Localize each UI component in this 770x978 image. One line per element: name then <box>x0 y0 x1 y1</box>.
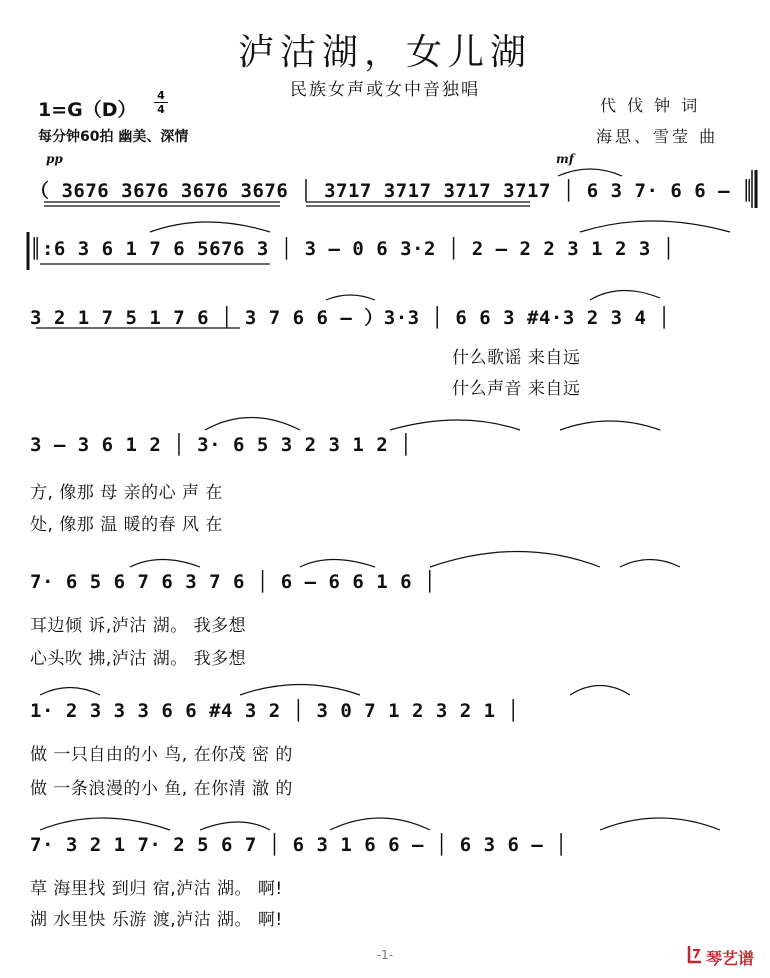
system-2-notes: ║:6 3 6 1 7 6 5676 3 │ 3 – 0 6 3·2 │ 2 – 2 2 3 1 2 3 │ <box>30 238 675 260</box>
system-6-notes: 1· 2 3 3 3 6 6 #4 3 2 │ 3 0 7 1 2 3 2 1 │ <box>30 700 520 722</box>
system-7-notes: 7· 3 2 1 7· 2 5 6 7 │ 6 3 1 6 6 – │ 6 3 6 – │ <box>30 834 568 856</box>
system-5-lyric-2: 心头吹 拂,泸沽 湖。 我多想 <box>30 649 247 669</box>
brand-logo-icon <box>686 944 704 964</box>
tempo-marking: 每分钟60拍 幽美、深情 <box>38 129 189 145</box>
system-7-lyric-2: 湖 水里快 乐游 渡,泸沽 湖。 啊! <box>30 910 283 930</box>
system-4-notes: 3 – 3 6 1 2 │ 3· 6 5 3 2 3 1 2 │ <box>30 434 413 456</box>
system-3-lyric-2: 什么声音 来自远 <box>452 379 581 399</box>
system-7-lyric-1: 草 海里找 到归 宿,泸沽 湖。 啊! <box>30 879 283 899</box>
dynamic-pp: pp <box>46 152 63 166</box>
time-signature-bottom: 4 <box>157 103 165 116</box>
song-subtitle: 民族女声或女中音独唱 <box>290 80 480 100</box>
page-number: -1- <box>376 948 394 962</box>
system-3-lyric-1: 什么歌谣 来自远 <box>452 348 581 368</box>
time-signature-top: 4 <box>157 89 165 102</box>
composer-credit: 海思、雪莹 曲 <box>596 127 719 146</box>
system-4-lyric-2: 处, 像那 温 暖的春 风 在 <box>30 515 223 535</box>
system-6-lyric-2: 做 一条浪漫的小 鱼, 在你清 澈 的 <box>30 779 293 799</box>
system-5-lyric-1: 耳边倾 诉,泸沽 湖。 我多想 <box>30 616 247 636</box>
system-4-lyric-1: 方, 像那 母 亲的心 声 在 <box>30 483 223 503</box>
system-3-notes: 3 2 1 7 5 1 7 6 │ 3 7 6 6 – ）3·3 │ 6 6 3 #4·3 2 3 4 │ <box>30 307 671 329</box>
brand-name: 琴艺谱 <box>706 949 755 968</box>
system-6-lyric-1: 做 一只自由的小 鸟, 在你茂 密 的 <box>30 745 293 765</box>
key-signature: 1=G（D） <box>38 99 137 121</box>
dynamic-mf: mf <box>556 152 574 166</box>
lyricist-credit: 代 伐 钟 词 <box>600 96 701 115</box>
system-5-notes: 7· 6 5 6 7 6 3 7 6 │ 6 – 6 6 1 6 │ <box>30 571 436 593</box>
song-title: 泸沽湖，女儿湖 <box>237 32 532 73</box>
system-1-notes: （ 3676 3676 3676 3676 │ 3717 3717 3717 3717 │ 6 3 7· 6 6 – ║ <box>30 180 754 202</box>
